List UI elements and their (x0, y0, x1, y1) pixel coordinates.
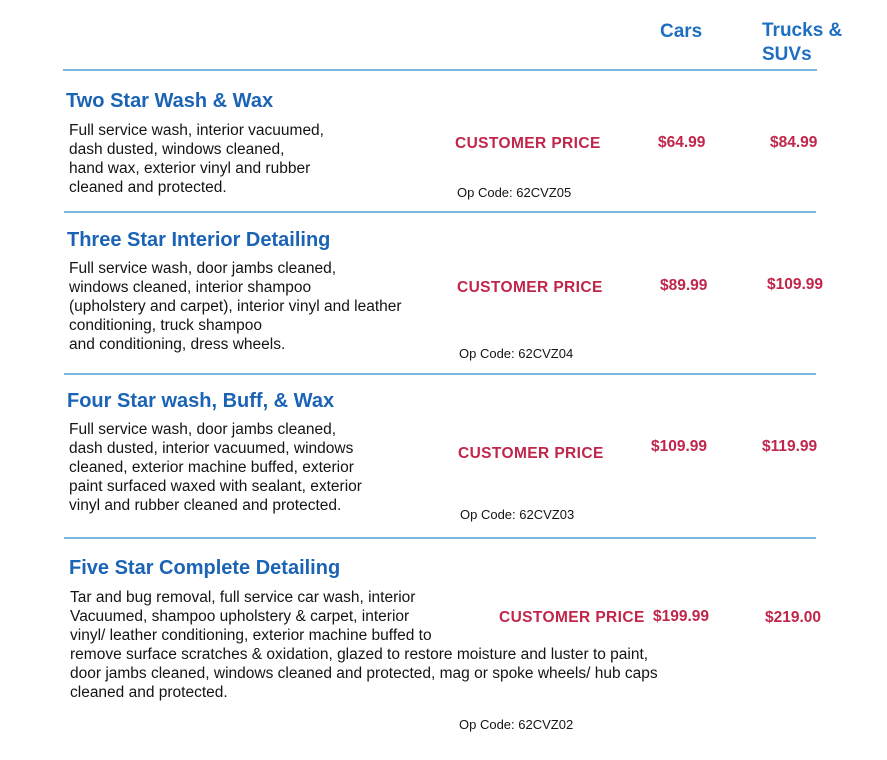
package-description (69, 420, 362, 515)
description-line: dash dusted, interior vacuumed, windows (69, 440, 354, 457)
divider (63, 69, 817, 71)
car-price: $64.99 (658, 134, 706, 151)
description-line: door jambs cleaned, windows cleaned and protected, mag or spoke wheels/ hub caps (70, 665, 658, 682)
package-description (69, 259, 402, 354)
car-price: $89.99 (660, 277, 708, 294)
description-line: (upholstery and carpet), interior vinyl and leather (69, 298, 402, 315)
description-line: Full service wash, door jambs cleaned, (69, 421, 337, 438)
package-title: Two Star Wash & Wax (66, 90, 274, 112)
description-line: and conditioning, dress wheels. (69, 336, 286, 353)
car-price: $199.99 (653, 608, 710, 625)
truck-price: $109.99 (767, 276, 824, 293)
customer-price-label: CUSTOMER PRICE (458, 445, 604, 462)
package-title: Five Star Complete Detailing (69, 557, 341, 579)
column-header-trucks: Trucks & SUVs (762, 20, 843, 65)
description-line: windows cleaned, interior shampoo (69, 279, 312, 296)
description-line: cleaned, exterior machine buffed, exterior (69, 459, 354, 476)
description-line: vinyl and rubber cleaned and protected. (69, 497, 342, 514)
op-code: Op Code: 62CVZ02 (459, 717, 574, 732)
description-line: paint surfaced waxed with sealant, exterior (69, 478, 362, 495)
description-line: cleaned and protected. (70, 684, 228, 701)
op-code: Op Code: 62CVZ03 (460, 507, 575, 522)
description-line: vinyl/ leather conditioning, exterior machine buffed to (70, 627, 432, 644)
package-description (69, 121, 324, 197)
customer-price-label: CUSTOMER PRICE (499, 609, 645, 626)
divider (64, 373, 816, 375)
description-line: dash dusted, windows cleaned, (69, 141, 285, 158)
column-header-cars: Cars (660, 21, 703, 42)
op-code: Op Code: 62CVZ05 (457, 185, 572, 200)
description-line: Tar and bug removal, full service car wash, interior (70, 589, 416, 606)
truck-price: $219.00 (765, 609, 822, 626)
description-line: conditioning, truck shampoo (69, 317, 263, 334)
op-code: Op Code: 62CVZ04 (459, 346, 574, 361)
description-line: Full service wash, interior vacuumed, (69, 122, 324, 139)
description-line: remove surface scratches & oxidation, glazed to restore moisture and luster to paint, (70, 646, 649, 663)
description-line: hand wax, exterior vinyl and rubber (69, 160, 311, 177)
package-description (70, 588, 658, 702)
customer-price-label: CUSTOMER PRICE (455, 135, 601, 152)
customer-price-label: CUSTOMER PRICE (457, 279, 603, 296)
description-line: Vacuumed, shampoo upholstery & carpet, interior (70, 608, 410, 625)
divider (64, 537, 816, 539)
description-line: cleaned and protected. (69, 179, 227, 196)
package-title: Four Star wash, Buff, & Wax (67, 390, 335, 412)
truck-price: $119.99 (762, 438, 818, 455)
car-price: $109.99 (651, 438, 708, 455)
package-title: Three Star Interior Detailing (67, 229, 331, 251)
divider (64, 211, 816, 213)
truck-price: $84.99 (770, 134, 818, 151)
description-line: Full service wash, door jambs cleaned, (69, 260, 337, 277)
